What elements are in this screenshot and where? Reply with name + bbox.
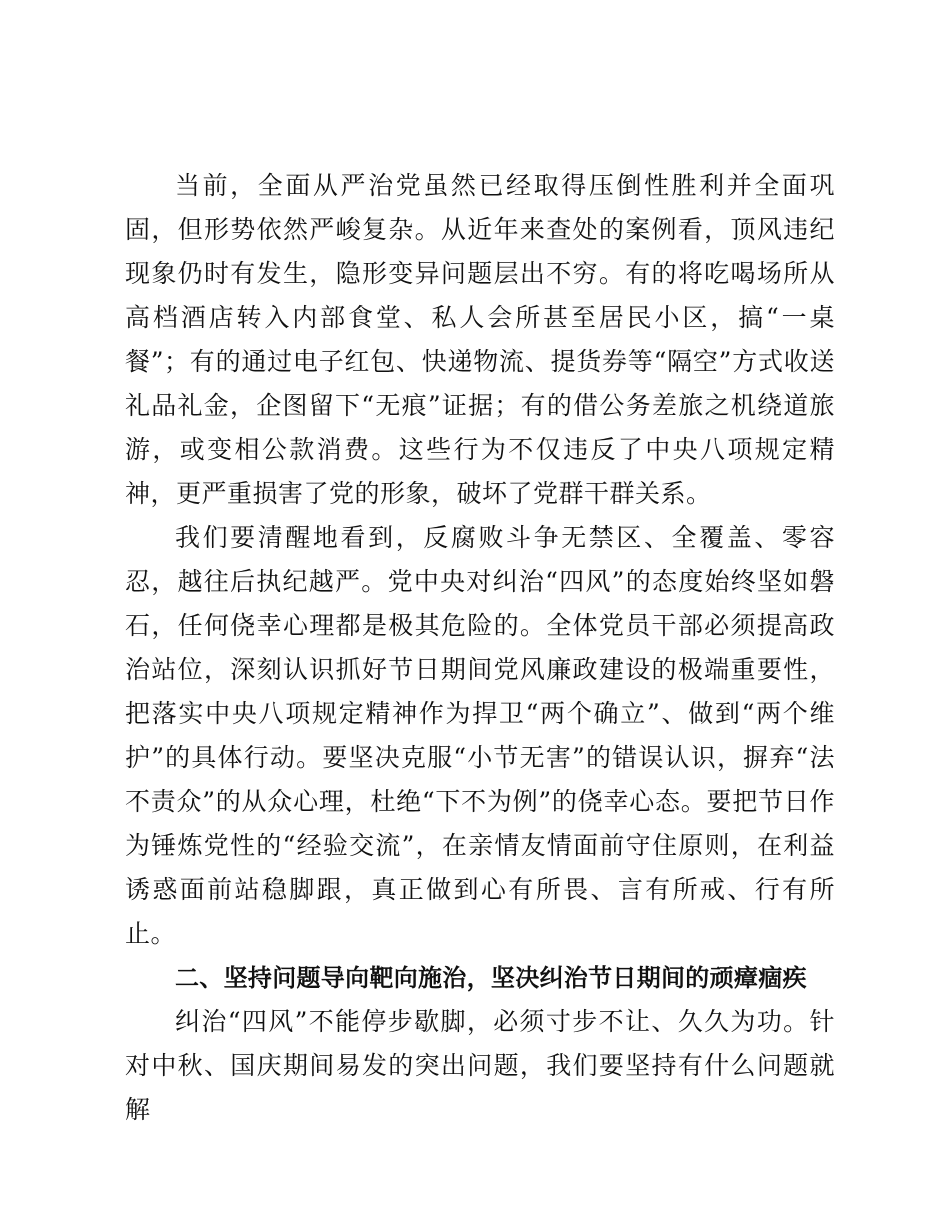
paragraph-2: 我们要清醒地看到，反腐败斗争无禁区、全覆盖、零容忍，越往后执纪越严。党中央对纠治“四风”的态度始终坚如磐石，任何侥幸心理都是极其危险的。全体党员干部必须提高政治站位，深刻认识抓好节日期间党风廉政建设的极端重要性，把落实中央八项规定精神作为捍卫“两个确立”、做到“两个维护”的具体行动。要坚决克服“小节无害”的错误认识，摒弃“法不责众”的从众心理，杜绝“下不为例”的侥幸心态。要把节日作为锤炼党性的“经验交流”，在亲情友情面前守住原则，在利益诱惑面前站稳脚跟，真正做到心有所畏、言有所戒、行有所止。 (125, 523, 835, 948)
paragraph-1: 当前，全面从严治党虽然已经取得压倒性胜利并全面巩固，但形势依然严峻复杂。从近年来查处的案例看，顶风违纪现象仍时有发生，隐形变异问题层出不穷。有的将吃喝场所从高档酒店转入内部食堂、私人会所甚至居民小区，搞“一桌餐”；有的通过电子红包、快递物流、提货券等“隔空”方式收送礼品礼金，企图留下“无痕”证据；有的借公务差旅之机绕道旅游，或变相公款消费。这些行为不仅违反了中央八项规定精神，更严重损害了党的形象，破坏了党群干群关系。 (125, 171, 835, 508)
paragraph-3: 纠治“四风”不能停步歇脚，必须寸步不让、久久为功。针对中秋、国庆期间易发的突出问题，我们要坚持有什么问题就解 (125, 1007, 835, 1124)
document-body (125, 164, 835, 1132)
section-heading-2: 二、坚持问题导向靶向施治，坚决纠治节日期间的顽瘴痼疾 (175, 964, 807, 992)
